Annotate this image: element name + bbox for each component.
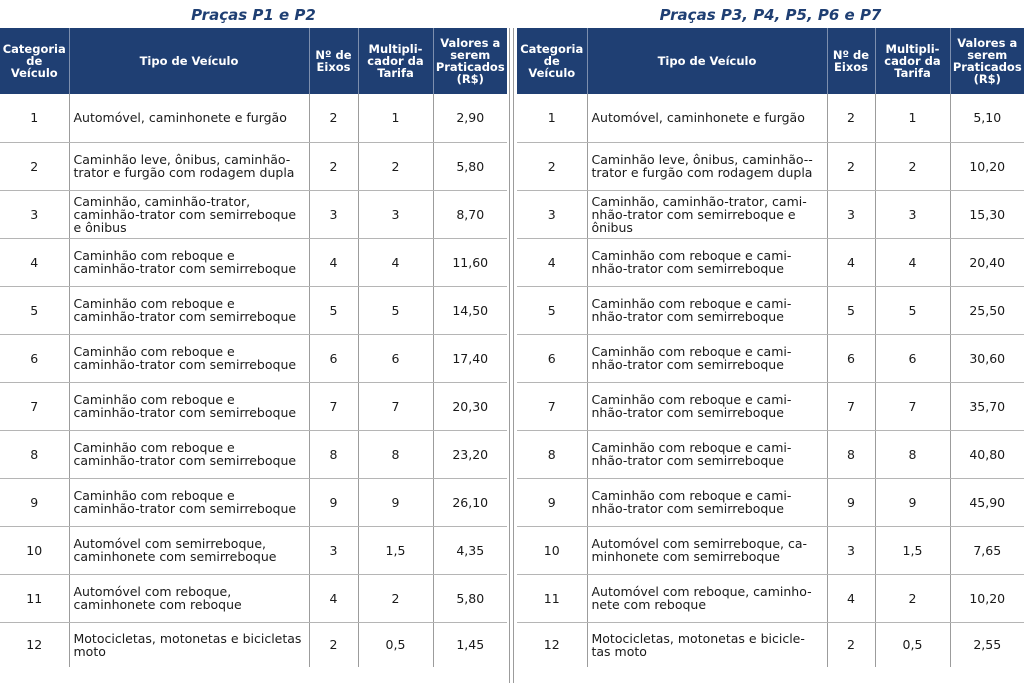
table-divider	[509, 28, 514, 683]
cell-multiplicador: 2	[358, 142, 433, 190]
cell-tipo: Caminhão com reboque e caminhão-trator com semirreboque	[69, 382, 309, 430]
cell-eixos: 6	[827, 334, 875, 382]
cell-valor: 2,90	[433, 94, 507, 142]
cell-categoria: 1	[0, 94, 69, 142]
cell-valor: 20,40	[950, 238, 1024, 286]
cell-categoria: 10	[0, 526, 69, 574]
cell-tipo: Caminhão com reboque e cami-nhão-trator com semirreboque	[587, 430, 827, 478]
table-panel-p3-p7	[517, 0, 1024, 667]
cell-valor: 25,50	[950, 286, 1024, 334]
cell-eixos: 6	[309, 334, 358, 382]
cell-tipo: Motocicletas, motonetas e bicicletas moto	[69, 622, 309, 667]
cell-multiplicador: 8	[875, 430, 950, 478]
cell-valor: 35,70	[950, 382, 1024, 430]
cell-valor: 45,90	[950, 478, 1024, 526]
table-body	[517, 94, 1024, 667]
cell-eixos: 4	[827, 238, 875, 286]
table-row	[517, 94, 1024, 142]
table-row	[517, 574, 1024, 622]
cell-eixos: 7	[827, 382, 875, 430]
table-body	[0, 94, 507, 667]
cell-tipo: Caminhão com reboque e cami-nhão-trator com semirreboque	[587, 238, 827, 286]
cell-eixos: 5	[309, 286, 358, 334]
table-row	[517, 526, 1024, 574]
header-valores: Valores a serem Praticados (R$)	[950, 28, 1024, 94]
table-row	[517, 478, 1024, 526]
header-categoria: Categoria de Veículo	[517, 28, 587, 94]
cell-multiplicador: 0,5	[875, 622, 950, 667]
table-row	[0, 430, 507, 478]
header-valores: Valores a serem Praticados (R$)	[433, 28, 507, 94]
header-eixos: Nº de Eixos	[309, 28, 358, 94]
cell-multiplicador: 8	[358, 430, 433, 478]
cell-categoria: 4	[517, 238, 587, 286]
header-multiplicador: Multipli-cador da Tarifa	[358, 28, 433, 94]
cell-tipo: Caminhão com reboque e cami-nhão-trator com semirreboque	[587, 478, 827, 526]
panel-title: Praças P1 e P2	[191, 6, 316, 24]
cell-categoria: 9	[0, 478, 69, 526]
cell-valor: 20,30	[433, 382, 507, 430]
cell-multiplicador: 9	[875, 478, 950, 526]
cell-tipo: Caminhão leve, ônibus, caminhão--trator e furgão com rodagem dupla	[587, 142, 827, 190]
cell-tipo: Caminhão com reboque e caminhão-trator com semirreboque	[69, 238, 309, 286]
cell-tipo: Caminhão, caminhão-trator, cami-nhão-trator com semirreboque e ônibus	[587, 190, 827, 238]
cell-categoria: 8	[0, 430, 69, 478]
cell-eixos: 3	[309, 190, 358, 238]
cell-categoria: 11	[0, 574, 69, 622]
table-row	[517, 430, 1024, 478]
cell-tipo: Automóvel com reboque, caminho-nete com reboque	[587, 574, 827, 622]
cell-categoria: 5	[517, 286, 587, 334]
table-row	[517, 286, 1024, 334]
cell-valor: 7,65	[950, 526, 1024, 574]
table-row	[517, 382, 1024, 430]
cell-eixos: 8	[309, 430, 358, 478]
cell-valor: 5,10	[950, 94, 1024, 142]
cell-valor: 5,80	[433, 574, 507, 622]
cell-categoria: 6	[0, 334, 69, 382]
cell-tipo: Caminhão com reboque e caminhão-trator com semirreboque	[69, 478, 309, 526]
cell-eixos: 2	[309, 142, 358, 190]
cell-multiplicador: 7	[358, 382, 433, 430]
cell-valor: 15,30	[950, 190, 1024, 238]
cell-categoria: 12	[517, 622, 587, 667]
table-row	[517, 622, 1024, 667]
cell-eixos: 2	[309, 94, 358, 142]
cell-eixos: 5	[827, 286, 875, 334]
table-row	[0, 622, 507, 667]
cell-categoria: 9	[517, 478, 587, 526]
cell-tipo: Caminhão com reboque e caminhão-trator com semirreboque	[69, 430, 309, 478]
cell-categoria: 3	[0, 190, 69, 238]
cell-multiplicador: 4	[358, 238, 433, 286]
cell-tipo: Caminhão com reboque e caminhão-trator com semirreboque	[69, 334, 309, 382]
cell-eixos: 3	[309, 526, 358, 574]
cell-tipo: Motocicletas, motonetas e bicicle-tas moto	[587, 622, 827, 667]
cell-tipo: Automóvel, caminhonete e furgão	[69, 94, 309, 142]
cell-tipo: Automóvel, caminhonete e furgão	[587, 94, 827, 142]
table-row	[0, 574, 507, 622]
cell-eixos: 4	[309, 574, 358, 622]
cell-valor: 1,45	[456, 637, 485, 653]
cell-tipo: Caminhão com reboque e cami-nhão-trator com semirreboque	[587, 334, 827, 382]
toll-table	[517, 28, 1024, 667]
cell-categoria: 5	[0, 286, 69, 334]
cell-eixos: 4	[827, 574, 875, 622]
cell-valor: 2,55	[973, 637, 1002, 653]
cell-tipo: Automóvel com reboque, caminhonete com reboque	[69, 574, 309, 622]
cell-multiplicador: 6	[875, 334, 950, 382]
table-row	[0, 190, 507, 238]
cell-multiplicador: 1,5	[875, 526, 950, 574]
table-panel-p1-p2	[0, 0, 507, 667]
cell-multiplicador: 9	[358, 478, 433, 526]
cell-tipo: Caminhão, caminhão-trator, caminhão-trator com semirreboque e ônibus	[69, 190, 309, 238]
cell-valor: 10,20	[950, 142, 1024, 190]
cell-multiplicador: 3	[358, 190, 433, 238]
cell-valor: 5,80	[433, 142, 507, 190]
cell-eixos: 9	[309, 478, 358, 526]
cell-eixos: 7	[309, 382, 358, 430]
cell-eixos: 2	[827, 622, 875, 667]
cell-multiplicador: 7	[875, 382, 950, 430]
cell-valor: 8,70	[433, 190, 507, 238]
cell-multiplicador: 1	[358, 94, 433, 142]
table-row	[0, 94, 507, 142]
cell-tipo: Caminhão com reboque e cami-nhão-trator com semirreboque	[587, 382, 827, 430]
header-multiplicador: Multipli-cador da Tarifa	[875, 28, 950, 94]
cell-multiplicador: 5	[875, 286, 950, 334]
cell-valor: 11,60	[433, 238, 507, 286]
table-row	[0, 478, 507, 526]
header-tipo: Tipo de Veículo	[587, 28, 827, 94]
cell-categoria: 8	[517, 430, 587, 478]
table-row	[0, 334, 507, 382]
cell-multiplicador: 5	[358, 286, 433, 334]
cell-categoria: 6	[517, 334, 587, 382]
cell-tipo: Caminhão com reboque e caminhão-trator com semirreboque	[69, 286, 309, 334]
cell-multiplicador: 2	[875, 142, 950, 190]
cell-eixos: 2	[827, 94, 875, 142]
table-row	[517, 334, 1024, 382]
cell-multiplicador: 0,5	[358, 622, 433, 667]
cell-eixos: 2	[827, 142, 875, 190]
table-row	[517, 190, 1024, 238]
cell-categoria: 7	[517, 382, 587, 430]
cell-multiplicador: 1	[875, 94, 950, 142]
cell-multiplicador: 4	[875, 238, 950, 286]
cell-valor: 26,10	[433, 478, 507, 526]
cell-categoria: 12	[0, 622, 69, 667]
cell-valor: 30,60	[950, 334, 1024, 382]
cell-eixos: 2	[309, 622, 358, 667]
cell-categoria: 7	[0, 382, 69, 430]
table-row	[517, 142, 1024, 190]
cell-valor: 17,40	[433, 334, 507, 382]
header-categoria: Categoria de Veículo	[0, 28, 69, 94]
header-tipo: Tipo de Veículo	[69, 28, 309, 94]
header-row	[0, 28, 507, 94]
table-row	[0, 142, 507, 190]
cell-eixos: 4	[309, 238, 358, 286]
cell-tipo: Automóvel com semirreboque, ca-minhonete com semirreboque	[587, 526, 827, 574]
cell-categoria: 11	[517, 574, 587, 622]
cell-categoria: 1	[517, 94, 587, 142]
cell-multiplicador: 6	[358, 334, 433, 382]
cell-categoria: 10	[517, 526, 587, 574]
header-eixos: Nº de Eixos	[827, 28, 875, 94]
cell-valor: 40,80	[950, 430, 1024, 478]
cell-valor: 14,50	[433, 286, 507, 334]
cell-eixos: 8	[827, 430, 875, 478]
cell-multiplicador: 3	[875, 190, 950, 238]
cell-categoria: 4	[0, 238, 69, 286]
cell-multiplicador: 1,5	[358, 526, 433, 574]
cell-eixos: 9	[827, 478, 875, 526]
table-row	[0, 286, 507, 334]
cell-eixos: 3	[827, 190, 875, 238]
cell-eixos: 3	[827, 526, 875, 574]
toll-table	[0, 28, 507, 667]
cell-categoria: 2	[517, 142, 587, 190]
table-row	[517, 238, 1024, 286]
cell-valor: 23,20	[433, 430, 507, 478]
cell-tipo: Caminhão leve, ônibus, caminhão-trator e furgão com rodagem dupla	[69, 142, 309, 190]
cell-tipo: Automóvel com semirreboque, caminhonete com semirreboque	[69, 526, 309, 574]
table-row	[0, 238, 507, 286]
cell-valor: 4,35	[433, 526, 507, 574]
panel-title: Praças P3, P4, P5, P6 e P7	[659, 6, 882, 24]
cell-categoria: 3	[517, 190, 587, 238]
cell-valor: 10,20	[950, 574, 1024, 622]
header-row	[517, 28, 1024, 94]
cell-tipo: Caminhão com reboque e cami-nhão-trator com semirreboque	[587, 286, 827, 334]
cell-categoria: 2	[0, 142, 69, 190]
table-row	[0, 382, 507, 430]
cell-multiplicador: 2	[875, 574, 950, 622]
cell-multiplicador: 2	[358, 574, 433, 622]
table-row	[0, 526, 507, 574]
